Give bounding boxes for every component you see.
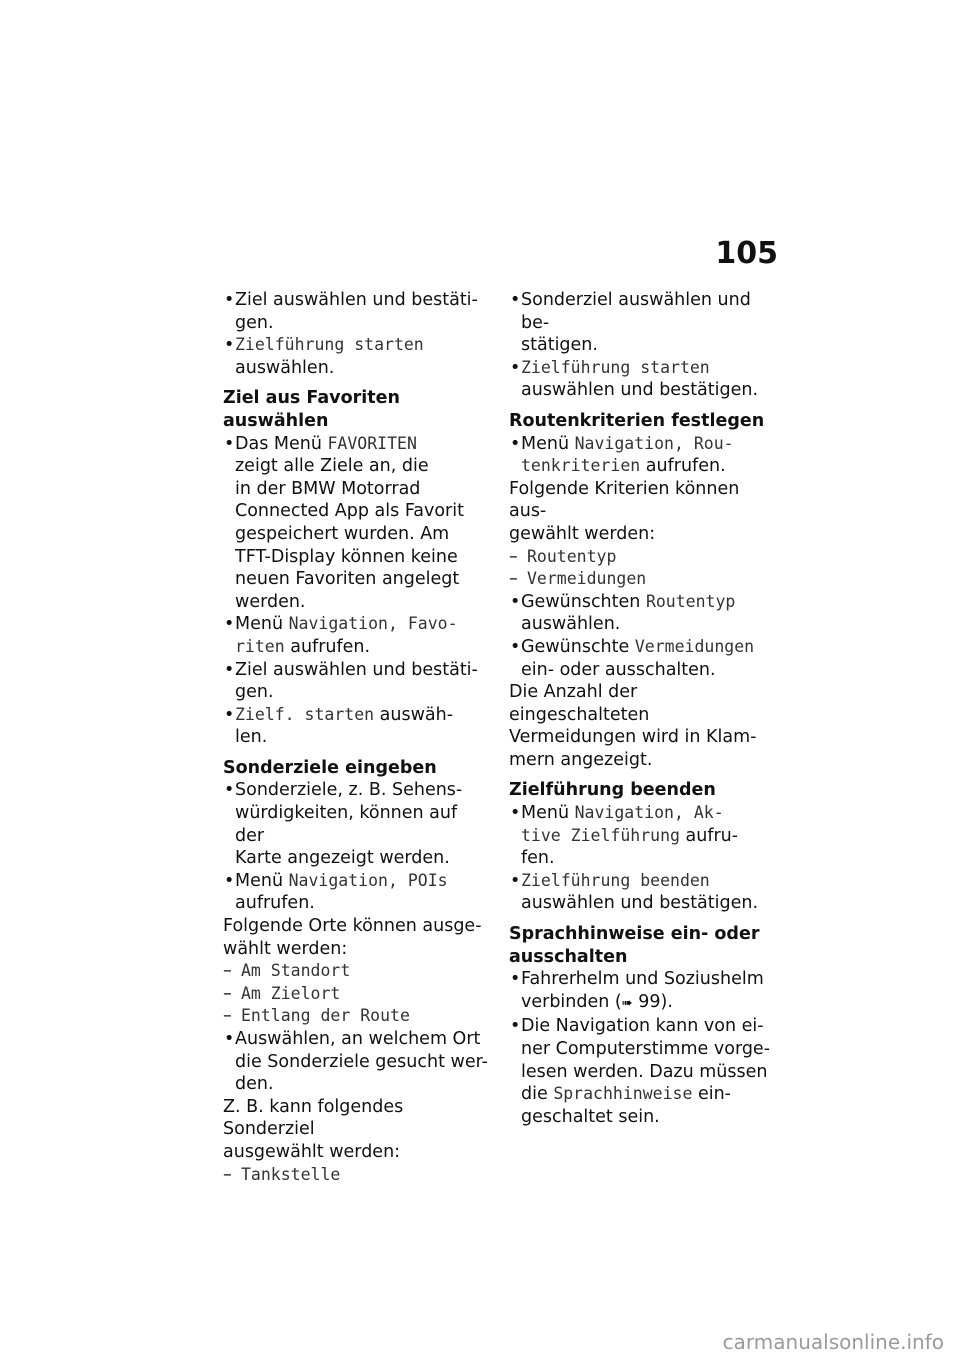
list-item: • Menü Navigation, Favo- riten aufrufen. <box>224 614 458 657</box>
dash-item: – Tankstelle <box>223 1164 341 1185</box>
section-heading: Sprachhinweise ein- oder ausschalten <box>509 924 760 967</box>
page-number: 105 <box>715 236 778 271</box>
dash-item: – Am Zielort <box>223 983 341 1004</box>
list-item: • Zielf. starten auswäh- len. <box>224 704 454 748</box>
list-item: • Die Navigation kann von ei- ner Computerstimme vorge- lesen werden. Dazu müssen die Sprachhinweise ein- geschaltet sein. <box>510 1016 771 1127</box>
list-item: • Menü Navigation, POIs aufrufen. <box>224 870 448 914</box>
list-item: • Sonderziel auswählen und be- stätigen. <box>510 290 751 356</box>
list-item: • Menü Navigation, Ak- tive Zielführung aufru- fen. <box>510 803 739 869</box>
paragraph: Die Anzahl der eingeschalteten Vermeidungen wird in Klam- mern angezeigt. <box>509 682 757 770</box>
section-heading: Sonderziele eingeben <box>223 757 437 778</box>
list-item: • Sonderziele, z. B. Sehens- würdigkeiten, können auf der Karte angezeigt werden. <box>224 780 463 869</box>
list-item: • Das Menü FAVORITEN zeigt alle Ziele an, die in der BMW Motorrad Connected App als Favorit gespeichert wurden. Am TFT-Display können keine neuen Favoriten angelegt werden. <box>224 433 464 612</box>
list-item: • Zielführung starten auswählen und bestätigen. <box>510 357 759 401</box>
list-item: • Auswählen, an welchem Ort die Sonderziele gesucht wer- den. <box>224 1029 488 1095</box>
section-heading: Ziel aus Favoriten auswählen <box>223 388 400 431</box>
dash-item: – Am Standort <box>223 961 351 982</box>
list-item: • Menü Navigation, Rou- tenkriterien aufrufen. <box>510 433 734 477</box>
paragraph: Folgende Kriterien können aus- gewählt werden: <box>509 478 740 544</box>
watermark: carmanualsonline.info <box>722 1330 944 1354</box>
paragraph: Folgende Orte können ausge- wählt werden: <box>223 916 482 959</box>
list-item: • Zielführung beenden auswählen und bestätigen. <box>510 870 759 914</box>
dash-item: – Vermeidungen <box>509 569 647 590</box>
list-item: • Ziel auswählen und bestäti- gen. <box>224 290 478 333</box>
section-heading: Zielführung beenden <box>509 780 716 801</box>
list-item: • Fahrerhelm und Soziushelm verbinden (➠ 99). <box>510 969 764 1012</box>
dash-item: – Entlang der Route <box>223 1006 410 1027</box>
list-item: • Zielführung starten auswählen. <box>224 335 424 378</box>
list-item: • Gewünschten Routentyp auswählen. <box>510 591 736 635</box>
page-reference-arrow-icon: ➠ <box>621 995 633 1011</box>
right-column <box>509 289 781 1128</box>
left-column <box>223 289 491 1186</box>
list-item: • Ziel auswählen und bestäti- gen. <box>224 659 478 703</box>
paragraph: Z. B. kann folgendes Sonderziel ausgewählt werden: <box>223 1096 404 1162</box>
section-heading: Routenkriterien festlegen <box>509 410 765 431</box>
dash-item: – Routentyp <box>509 546 617 567</box>
list-item: • Gewünschte Vermeidungen ein- oder ausschalten. <box>510 636 755 680</box>
